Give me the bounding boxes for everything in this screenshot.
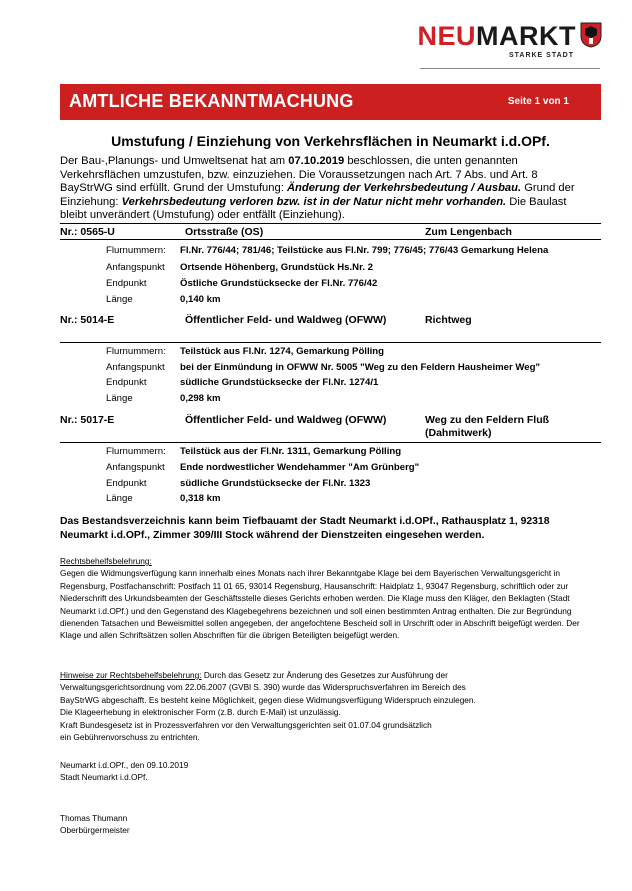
record-number: Nr.: 5017-E: [60, 414, 115, 426]
inventory-notice: Das Bestandsverzeichnis kann beim Tiefbauamt der Stadt Neumarkt i.d.OPf., Rathausplatz 1, 92318 Neumarkt i.d.OPf., Zimmer 309/III Stock während der Dienstzeiten eingesehen werden.: [60, 516, 550, 541]
logo-divider: [420, 68, 600, 69]
detail-value: Östliche Grundstücksecke der Fl.Nr. 776/42: [180, 278, 378, 289]
legal-notes: [60, 669, 580, 743]
record-road-type: Öffentlicher Feld- und Waldweg (OFWW): [185, 314, 387, 326]
detail-label: Länge: [106, 393, 133, 404]
detail-label: Endpunkt: [106, 377, 147, 388]
detail-value: 0,298 km: [180, 393, 221, 404]
intro-text-1: Der Bau-,Planungs- und Umweltsenat hat am: [60, 155, 289, 167]
legal-remedies: [60, 555, 580, 642]
issuing-city: Stadt Neumarkt i.d.OPf.: [60, 772, 148, 783]
place-date: Neumarkt i.d.OPf., den 09.10.2019: [60, 760, 189, 770]
detail-value: Teilstück aus Fl.Nr. 1274, Gemarkung Pölling: [180, 346, 385, 357]
banner-title: AMTLICHE BEKANNTMACHUNG: [69, 91, 354, 111]
logo-slogan: STARKE STADT: [508, 52, 574, 59]
signer-title: Oberbürgermeister: [60, 825, 130, 836]
legal-notes-line: ein Gebührenvorschuss zu entrichten.: [60, 732, 200, 743]
divider: [60, 442, 601, 443]
decision-date: 07.10.2019: [288, 155, 345, 167]
record-road-name: Weg zu den Feldern Fluß (Dahmitwerk): [425, 414, 550, 439]
detail-value: 0,318 km: [180, 493, 221, 504]
header-banner: [60, 84, 601, 120]
logo-wordmark: [418, 22, 603, 50]
record-road-type: Öffentlicher Feld- und Waldweg (OFWW): [185, 414, 387, 426]
logo-name-part2: MARKT: [476, 21, 576, 51]
detail-label: Flurnummern:: [106, 346, 166, 357]
legal-remedies-text: Gegen die Widmungsverfügung kann innerhalb eines Monats nach ihrer Bekanntgabe Klage bei dem Bayerischen Verwaltungsgericht in Regensburg, Postfachanschrift: Postfach 11 01 65, 93014 Regensburg, Hausanschrift: Haidplatz 1, 93047 Regensburg, schriftlich oder zur Niederschrift des Urkundsbeamten der Geschäftsstelle dieses Gerichts erhoben werden. Die Klage muss den Kläger, den Beklagten (Stadt Neumarkt i.d.OPf.) und den Gegenstand des Klagebegehrens bezeichnen und soll einen bestimmten Antrag enthalten. Die zur Begründung dienenden Tatsachen und Beweismittel sollen angegeben, der angefochtene Bescheid soll in Urschrift oder in Abschrift beigefügt werden. Der Klage und allen Schriftsätzen sollen Abschriften für die übrigen Beteiligten beigefügt werden.: [60, 568, 580, 641]
document-title: Umstufung / Einziehung von Verkehrsflächen in Neumarkt i.d.OPf.: [111, 133, 550, 149]
legal-notes-line: Kraft Bundesgesetz ist in Prozessverfahren vor den Verwaltungsgerichten seit 01.07.04 grundsätzlich: [60, 719, 432, 730]
page-indicator: Seite 1 von 1: [507, 96, 569, 107]
detail-value: 0,140 km: [180, 294, 221, 305]
reason-withdrawal: Verkehrsbedeutung verloren bzw. ist in der Natur nicht mehr vorhanden.: [121, 195, 507, 208]
intro-text-2: beschlossen, die unten genannten Verkehrsflächen umzustufen, bzw. einzuziehen. Die Voraussetzungen nach Art. 7 Abs. und Art. 8 BayStrWG sind erfüllt. Grund der Umstufung:: [60, 155, 538, 195]
divider: [60, 239, 601, 240]
signature-block: [60, 812, 580, 837]
record-number: Nr.: 5014-E: [60, 314, 115, 326]
legal-notes-line: Durch das Gesetz zur Änderung des Gesetzes zur Ausführung der: [201, 670, 448, 680]
detail-label: Anfangspunkt: [106, 262, 165, 273]
place-date-block: [60, 759, 580, 784]
detail-label: Flurnummern:: [106, 446, 166, 457]
legal-notes-heading: Hinweise zur Rechtsbehelfsbelehrung:: [60, 670, 202, 680]
detail-label: Endpunkt: [106, 278, 147, 289]
record-road-type: Ortsstraße (OS): [185, 226, 264, 238]
intro-paragraph: [60, 155, 580, 223]
detail-label: Anfangspunkt: [106, 462, 165, 473]
divider: [60, 223, 601, 224]
legal-notes-line: Verwaltungsgerichtsordnung vom 22.06.2007 (GVBl S. 390) wurde das Widerspruchsverfahren im Bereich des: [60, 682, 466, 693]
detail-label: Endpunkt: [106, 478, 147, 489]
record-road-name: Zum Lengenbach: [425, 226, 512, 238]
detail-label: Länge: [106, 294, 133, 305]
detail-value: Ortsende Höhenberg, Grundstück Hs.Nr. 2: [180, 262, 373, 273]
signer-name: Thomas Thumann: [60, 813, 128, 823]
detail-label: Anfangspunkt: [106, 362, 165, 373]
city-logo: [418, 22, 603, 59]
detail-value: südliche Grundstücksecke der Fl.Nr. 1323: [180, 478, 371, 489]
detail-value: Ende nordwestlicher Wendehammer "Am Grünberg": [180, 462, 420, 473]
record-road-name: Richtweg: [425, 314, 472, 326]
detail-value: Fl.Nr. 776/44; 781/46; Teilstücke aus Fl.Nr. 799; 776/45; 776/43 Gemarkung Helena: [180, 245, 549, 256]
record-number: Nr.: 0565-U: [60, 226, 115, 238]
legal-notes-line: BayStrWG abgeschafft. Es besteht keine Möglichkeit, gegen diese Widmungsverfügung Widerspruch einzulegen.: [60, 694, 476, 705]
reason-reclassification: Änderung der Verkehrsbedeutung / Ausbau.: [286, 182, 522, 195]
detail-value: bei der Einmündung in OFWW Nr. 5005 "Weg zu den Feldern Hausheimer Weg": [180, 362, 541, 373]
detail-value: südliche Grundstücksecke der Fl.Nr. 1274/1: [180, 377, 379, 388]
logo-name-part1: NEU: [417, 21, 477, 51]
intro-text-3: Grund der Einziehung:: [60, 182, 575, 208]
legal-notes-line: Die Klageerhebung in elektronischer Form (z.B. durch E-Mail) ist unzulässig.: [60, 707, 341, 718]
detail-value: Teilstück aus der Fl.Nr. 1311, Gemarkung Pölling: [180, 446, 402, 457]
intro-text-4: Die Baulast bleibt unverändert (Umstufung) oder entfällt (Einziehung).: [60, 195, 567, 222]
legal-remedies-heading: Rechtsbehelfsbelehrung:: [60, 556, 152, 566]
divider: [60, 342, 601, 343]
detail-label: Länge: [106, 493, 133, 504]
crest-icon: [580, 22, 602, 48]
detail-label: Flurnummern:: [106, 245, 166, 256]
